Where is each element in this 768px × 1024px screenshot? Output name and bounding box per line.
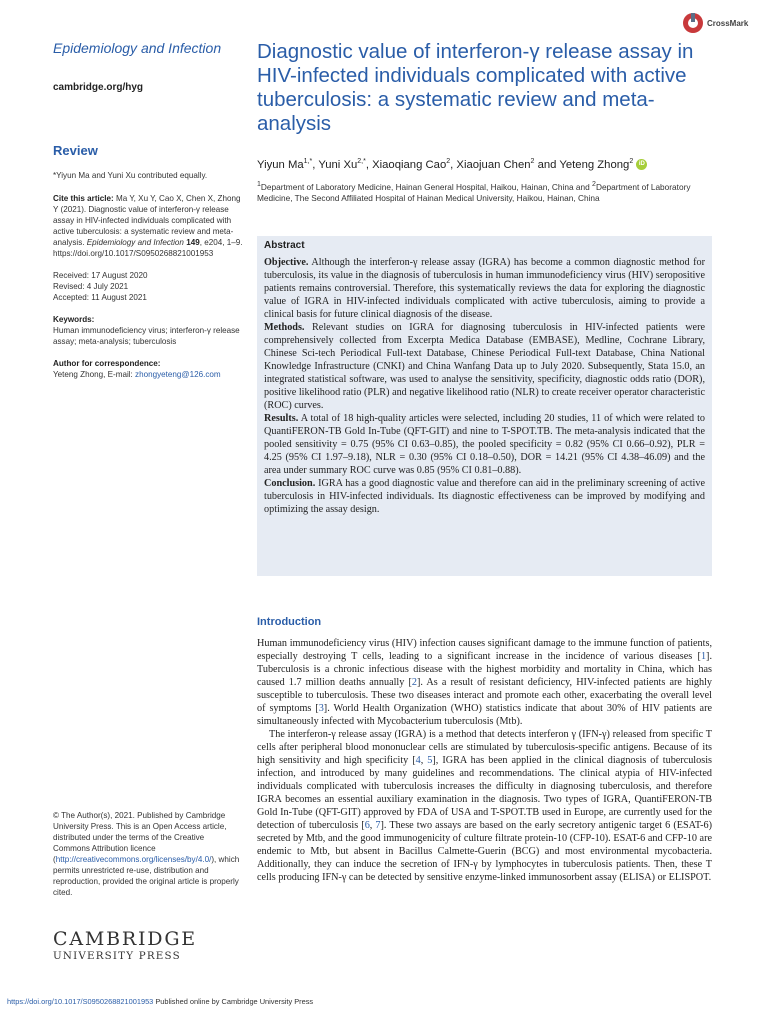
text-run: ]. As a result of resistant deficiency, HIV-infected patients are highly susceptible to tuberculosis. These two diseases interact and promote each other, exacerbating the overall level of symptoms [: [257, 677, 713, 714]
license-note: [53, 810, 243, 898]
reference-link[interactable]: 2: [411, 677, 417, 688]
objective-label: Objective.: [264, 257, 309, 268]
reference-link[interactable]: 3: [318, 703, 324, 714]
reference-separator: ,: [420, 755, 428, 766]
correspondence-name: Yeteng Zhong, E-mail:: [53, 370, 136, 379]
reference-link[interactable]: 5: [427, 755, 433, 766]
conclusion-text: IGRA has a good diagnostic value and therefore can aid in the preliminary screening of active tuberculosis in HIV-infected individuals. Its diagnostic effectiveness can be improved by modifying and optimizing the assay design.: [264, 478, 705, 515]
intro-paragraph-1: [257, 637, 712, 728]
received-date: Received: 17 August 2020: [53, 271, 148, 280]
text-run: ]. World Health Organization (WHO) statistics indicate that about 30% of HIV patients are simultaneously infected with Mycobacterium tuberculosis (Mtb).: [257, 703, 712, 727]
accepted-date: Accepted: 11 August 2021: [53, 293, 147, 302]
methods-label: Methods.: [264, 322, 305, 333]
abstract-methods: [264, 321, 705, 412]
author-name[interactable]: Xiaoqiang Cao: [372, 158, 447, 171]
text-run: The interferon-γ release assay (IGRA) is a method that detects interferon γ (IFN-γ) released from specific T cells after peripheral blood mononuclear cells are stimulated by tuberculosis-specific antigens. Because of its high sensitivity and high specificity [: [257, 729, 712, 766]
orcid-icon[interactable]: iD: [636, 159, 647, 170]
logo-line-2: UNIVERSITY PRESS: [53, 950, 181, 962]
revised-date: Revised: 4 July 2021: [53, 282, 129, 291]
correspondence-email-link[interactable]: zhongyeteng@126.com: [135, 370, 221, 379]
citation-label: Cite this article:: [53, 194, 114, 203]
left-sidebar: [53, 40, 243, 380]
keywords-text: Human immunodeficiency virus; interferon-γ release assay; meta-analysis; tuberculosis: [53, 326, 240, 346]
citation: [53, 193, 243, 259]
footer-doi-link[interactable]: https://doi.org/10.1017/S0950268821001953: [7, 997, 154, 1006]
section-label: Review: [53, 143, 98, 158]
keywords: [53, 314, 243, 347]
affiliation-mark-1: 1: [257, 180, 261, 188]
reference-link[interactable]: 6: [364, 820, 370, 831]
dates: [53, 270, 243, 303]
article-header: [257, 40, 712, 204]
text-run: Human immunodeficiency virus (HIV) infection causes significant damage to the immune function of patients, especially destroying T cells, leading to a significant increase in the incidence of various diseases [: [257, 638, 712, 662]
author-affiliation-mark: 2: [530, 158, 535, 165]
reference-link[interactable]: 4: [415, 755, 421, 766]
contribution-note: *Yiyun Ma and Yuni Xu contributed equally.: [53, 171, 208, 180]
citation-volume: 149: [186, 238, 200, 247]
introduction-body: [257, 637, 712, 884]
cambridge-logo[interactable]: [53, 928, 243, 962]
citation-journal: Epidemiology and Infection: [86, 238, 184, 247]
affiliation-2: Department of Laboratory Medicine, The Second Affiliated Hospital of Hainan Medical University, Haikou, Hainan, China: [257, 181, 691, 203]
abstract-conclusion: [264, 477, 705, 516]
objective-text: Although the interferon-γ release assay (IGRA) has become a common diagnostic method for tuberculosis, its value in the diagnosis of tuberculosis in human immunodeficiency virus (HIV) seropositive patients remains controversial. Therefore, this systematically reviews the data for exploring the diagnostic value of IGRA in HIV-infected individuals complicated with active tuberculosis, aiming to provide a clinical basis for future clinical diagnosis of the disease.: [264, 257, 705, 320]
correspondence-label: Author for correspondence:: [53, 359, 161, 368]
affiliation-1: Department of Laboratory Medicine, Hainan General Hospital, Haikou, Hainan, China and: [260, 181, 593, 192]
license-link[interactable]: http://creativecommons.org/licenses/by/4.0/: [55, 855, 212, 864]
citation-text: Ma Y, Xu Y, Cao X, Chen X, Zhong Y (2021). Diagnostic value of interferon-γ release assay in HIV-infected individuals complicated with active tuberculosis: a systematic review and meta-analysis.: [53, 194, 241, 247]
crossmark-icon: [682, 12, 704, 34]
license-text-2: ), which permits unrestricted re-use, distribution and reproduction, provided the original article is properly cited.: [53, 855, 240, 897]
author-name[interactable]: Yiyun Ma: [257, 158, 304, 171]
author-affiliation-mark: 1,*: [303, 158, 313, 165]
journal-site[interactable]: cambridge.org/hyg: [53, 82, 144, 93]
reference-link[interactable]: 7: [375, 820, 381, 831]
author-name[interactable]: Yuni Xu: [318, 158, 358, 171]
abstract-box: [257, 236, 712, 576]
correspondence: [53, 358, 243, 380]
logo-line-1: CAMBRIDGE: [53, 928, 197, 950]
author-name[interactable]: Yeteng Zhong: [559, 158, 630, 171]
reference-separator: ,: [369, 820, 376, 831]
intro-paragraph-2: [257, 728, 712, 884]
crossmark-label: CrossMark: [707, 18, 749, 28]
abstract-heading: Abstract: [264, 240, 305, 251]
affiliations: [257, 179, 712, 204]
citation-pages: , e204, 1–9.: [199, 238, 243, 247]
abstract-results: [264, 412, 705, 477]
footer-published: Published online by Cambridge University Press: [153, 997, 314, 1006]
citation-doi[interactable]: https://doi.org/10.1017/S0950268821001953: [53, 249, 214, 258]
methods-text: Relevant studies on IGRA for diagnosing tuberculosis in HIV-infected patients were comprehensively collected from Excerpta Medica Database (EMBASE), Medline, Cochrane Library, Chinese Sci-tech Periodical Full-text Database, Chinese Periodical Full-text Database, China National Knowledge Infrastructure (CNKI) and China Wanfang Data up to July 2020. Subsequently, Stata 15.0, an integrated statistical software, was used to analyse the sensitivity, specificity, diagnostic odds ratio (DOR), positive likelihood ratio (PLR) and negative likelihood ratio (NLR) to create receiver operator characteristic (ROC) curves.: [264, 322, 705, 411]
page-footer: [7, 997, 313, 1006]
license-text-1: © The Author(s), 2021. Published by Cambridge University Press. This is an Open Access article, distributed under the terms of the Creative Commons Attribution licence (: [53, 811, 227, 864]
results-label: Results.: [264, 413, 299, 424]
reference-link[interactable]: 1: [700, 651, 707, 662]
text-run: ]. Tuberculosis is a chronic infectious disease with the highest morbidity and mortality in China, which has caused 1.7 million deaths annually [: [257, 651, 712, 688]
text-run: ], IGRA has been applied in the clinical diagnosis of tuberculosis infection, and introduced by many guidelines and recommendations. The clinical atypia of HIV-infected individuals complicated with tuberculosis increases the difficulty in diagnosing tuberculosis, and therefore IGRA becomes an essential auxiliary examination in the diagnosis. Two types of IGRA, QuantiFERON-TB Gold In-Tube (QFT-GIT) approved by FDA of USA and T-SPOT.TB used in Europe, are currently used for the detection of tuberculosis [: [257, 755, 712, 831]
author-affiliation-mark: 2,*: [357, 158, 366, 165]
keywords-label: Keywords:: [53, 315, 95, 324]
conclusion-label: Conclusion.: [264, 478, 316, 489]
author-list: Yiyun $Ma^{1,*}$, Yuni $Xu^{2,*}$, Xiaoqiang Cao$^2$, Xiaojuan Chen$^2$ and Yeteng Zhong$^2$ iD: [257, 158, 712, 171]
crossmark-badge[interactable]: [682, 12, 748, 34]
results-text: A total of 18 high-quality articles were selected, including 20 studies, 11 of which were related to QuantiFERON-TB Gold In-Tube (QFT-GIT) and nine to T-SPOT.TB. The meta-analysis indicated that the pooled sensitivity = 0.75 (95% CI 0.63–0.85), the pooled specificity = 0.82 (95% CI 0.66–0.92), PLR = 4.25 (95% CI 1.97–9.18), NLR = 0.30 (95% CI 0.18–0.50), DOR = 14.21 (95% CI 4.38–46.09) and the area under summary ROC curve was 0.85 (95% CI 0.81–0.88).: [264, 413, 705, 476]
author-affiliation-mark: 2: [629, 158, 634, 165]
introduction-heading: Introduction: [257, 616, 322, 628]
affiliation-mark-2: 2: [592, 180, 596, 188]
author-affiliation-mark: 2: [446, 158, 451, 165]
text-run: ]. These two assays are based on the early secretory antigenic target 6 (ESAT-6) secreted by Mtb, and the good immunogenicity of culture filtrate protein-10 (CFP-10). ESAT-6 and CFP-10 are endemic to Mtb, but absent in Bacillus Calmette-Guerin (BCG) and most environmental mycobacteria. Additionally, they can induce the secretion of IFN-γ by lymphocytes in tuberculosis patients. Then, these T cells producing IFN-γ can be detected by sensitive enzyme-linked immunosorbent assay (ELISA) or ELISPOT.: [257, 820, 713, 883]
abstract-objective: [264, 256, 705, 321]
article-title: Diagnostic value of interferon-γ release assay in HIV-infected individuals complicated with active tuberculosis: a systematic review and meta-analysis: [257, 40, 694, 135]
author-name[interactable]: Xiaojuan Chen: [456, 158, 531, 171]
journal-name[interactable]: Epidemiology and Infection: [53, 40, 222, 56]
